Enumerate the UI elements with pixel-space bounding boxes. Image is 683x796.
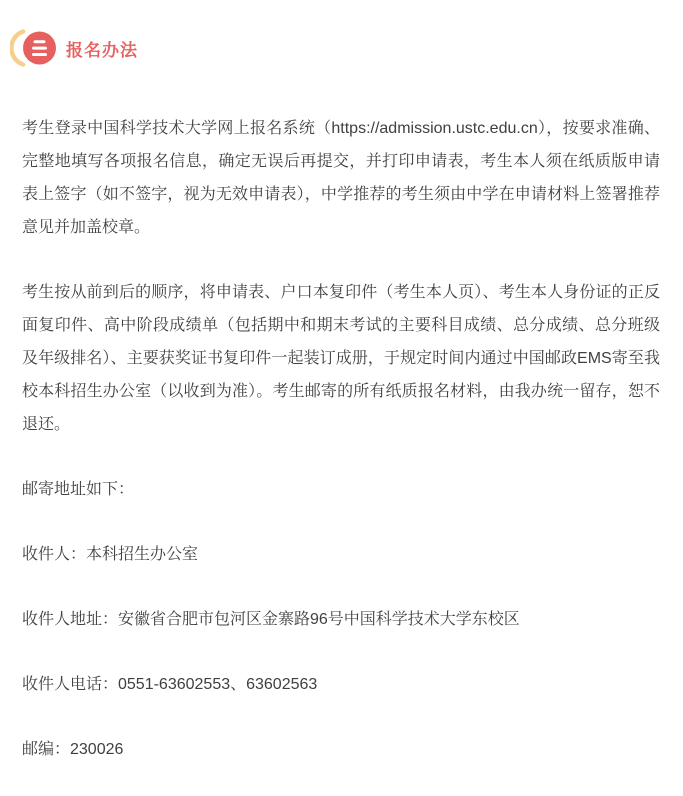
section-header bbox=[10, 28, 660, 68]
recipient-phone-line: 收件人电话：0551-63602553、63602563 bbox=[22, 676, 318, 693]
mailing-instructions-paragraph: 考生按从前到后的顺序，将申请表、户口本复印件（考生本人页）、考生本人身份证的正反面复印件、高中阶段成绩单（包括期中和期末考试的主要科目成绩、总分成绩、总分班级及年级排名）、主要获奖证书复印件一起装订成册，于规定时间内通过中国邮政EMS寄至我校本科招生办公室（以收到为准）。考生邮寄的所有纸质报名材料，由我办统一留存，恕不退还。 bbox=[22, 284, 660, 433]
recipient-line: 收件人：本科招生办公室 bbox=[22, 546, 199, 563]
mailing-address-intro-line: 邮寄地址如下： bbox=[22, 481, 135, 498]
online-registration-paragraph: 考生登录中国科学技术大学网上报名系统（https://admission.ustc.edu.cn），按要求准确、完整地填写各项报名信息，确定无误后再提交，并打印申请表，考生本人须在纸质版申请表上签字（如不签字，视为无效申请表），中学推荐的考生须由中学在申请材料上签署推荐意见并加盖校章。 bbox=[22, 120, 660, 236]
section-title: 报名办法 bbox=[66, 40, 138, 60]
postal-code-line: 邮编：230026 bbox=[22, 741, 124, 758]
recipient-address-line: 收件人地址：安徽省合肥市包河区金寨路96号中国科学技术大学东校区 bbox=[22, 611, 520, 628]
content bbox=[22, 112, 660, 766]
three-bars-badge-icon bbox=[10, 28, 58, 68]
